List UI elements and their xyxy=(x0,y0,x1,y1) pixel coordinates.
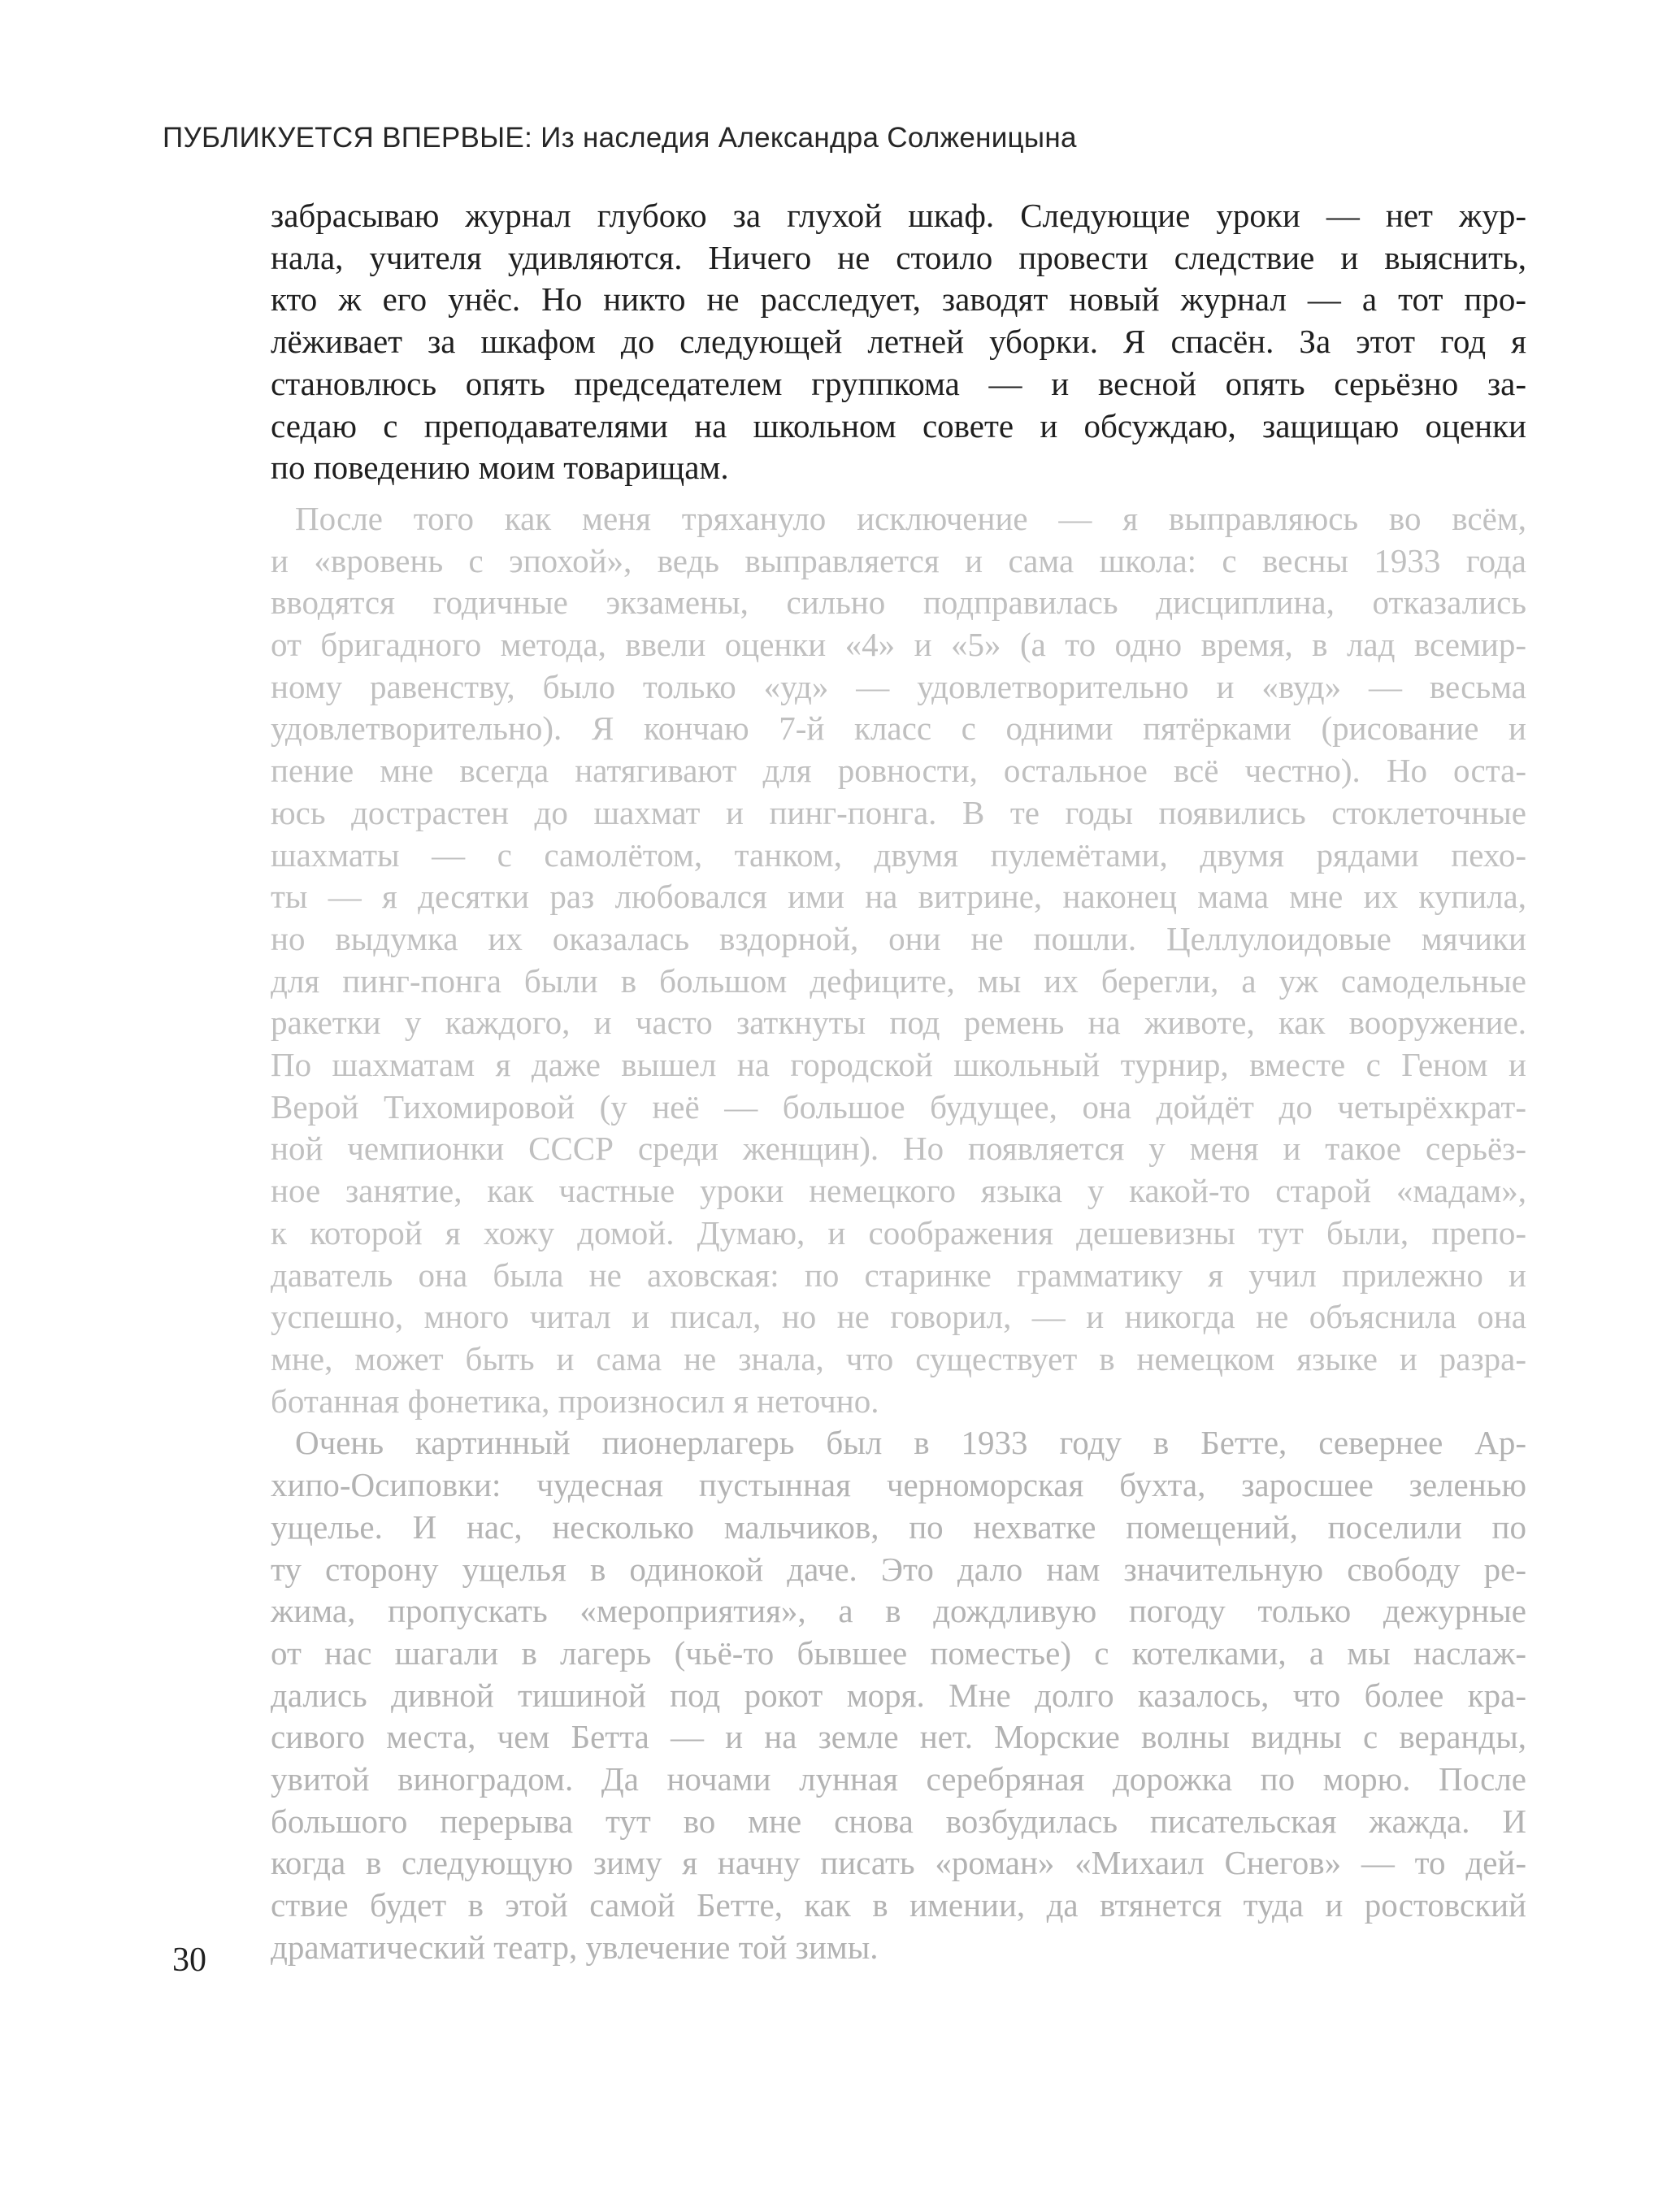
paragraph-1 xyxy=(271,195,1526,489)
text-line: дались дивной тишиной под рокот моря. Мне долго казалось, что более кра- xyxy=(271,1676,1526,1714)
text-line: увитой виноградом. Да ночами лунная серебряная дорожка по морю. После xyxy=(271,1760,1526,1798)
text-line: пение мне всегда натягивают для ровности, остальное всё честно). Но оста- xyxy=(271,752,1526,790)
text-line: от нас шагали в лагерь (чьё-то бывшее поместье) с котелками, а мы наслаж- xyxy=(271,1633,1526,1672)
text-line: от бригадного метода, ввели оценки «4» и «5» (а то одно время, в лад всемир- xyxy=(271,626,1526,664)
text-line: большого перерыва тут во мне снова возбудилась писательская жажда. И xyxy=(271,1802,1526,1840)
page-number: 30 xyxy=(172,1941,206,1979)
text-line: Очень картинный пионерлагерь был в 1933 году в Бетте, севернее Ар- xyxy=(295,1424,1526,1462)
text-line: успешно, много читал и писал, но не говорил, — и никогда не объяснила она xyxy=(271,1298,1526,1336)
text-line: сивого места, чем Бетта — и на земле нет. Морские волны видны с веранды, xyxy=(271,1718,1526,1756)
text-line: Верой Тихомировой (у неё — большое будущее, она дойдёт до четырёхкрат- xyxy=(271,1087,1526,1126)
text-line: жима, пропускать «мероприятия», а в дождливую погоду только дежурные xyxy=(271,1592,1526,1630)
text-line: кто ж его унёс. Но никто не расследует, заводят новый журнал — а тот про- xyxy=(271,280,1526,319)
text-line: ты — я десятки раз любовался ими на витрине, наконец мама мне их купила, xyxy=(271,878,1526,916)
paragraph-2 xyxy=(271,498,1526,1422)
text-line: забрасываю журнал глубоко за глухой шкаф. Следующие уроки — нет жур- xyxy=(271,197,1526,234)
text-line: По шахматам я даже вышел на городской школьный турнир, вместе с Геном и xyxy=(271,1046,1526,1084)
text-line: удовлетворительно). Я кончаю 7-й класс с одними пятёрками (рисование и xyxy=(271,709,1526,748)
text-line: к которой я хожу домой. Думаю, и соображения дешевизны тут были, препо- xyxy=(271,1213,1526,1251)
paragraph-3 xyxy=(271,1422,1526,1968)
text-line: ное занятие, как частные уроки немецкого языка у какой-то старой «мадам», xyxy=(271,1172,1526,1210)
text-line: по поведению моим товарищам. xyxy=(271,449,729,487)
running-header: ПУБЛИКУЕТСЯ ВПЕРВЫЕ: Из наследия Александра Солженицына xyxy=(163,122,1077,154)
text-line: ной чемпионки СССР среди женщин). Но появляется у меня и такое серьёз- xyxy=(271,1130,1526,1168)
text-line: нала, учителя удивляются. Ничего не стоило провести следствие и выяснить, xyxy=(271,238,1526,276)
text-line: ботанная фонетика, произносил я неточно. xyxy=(271,1382,879,1420)
text-line: ному равенству, было только «уд» — удовлетворительно и «вуд» — весьма xyxy=(271,667,1526,705)
text-line: становлюсь опять председателем группкома — и весной опять серьёзно за- xyxy=(271,364,1526,402)
text-line: ущелье. И нас, несколько мальчиков, по нехватке помещений, поселили по xyxy=(271,1507,1526,1546)
text-line: ту сторону ущелья в одинокой даче. Это дало нам значительную свободу ре- xyxy=(271,1550,1526,1588)
text-line: вводятся годичные экзамены, сильно подправилась дисциплина, отказались xyxy=(271,583,1526,622)
text-line: драматический театр, увлечение той зимы. xyxy=(271,1928,879,1966)
text-line: шахматы — с самолётом, танком, двумя пулемётами, двумя рядами пехо- xyxy=(271,835,1526,874)
text-line: юсь дострастен до шахмат и пинг-понга. В те годы появились стоклеточные xyxy=(271,793,1526,831)
text-line: ракетки у каждого, и часто заткнуты под ремень на животе, как вооружение. xyxy=(271,1004,1526,1042)
text-line: для пинг-понга были в большом дефиците, мы их берегли, а уж самодельные xyxy=(271,961,1526,1000)
text-line: седаю с преподавателями на школьном совете и обсуждаю, защищаю оценки xyxy=(271,406,1526,445)
text-line: После того как меня тряхануло исключение — я выправляюсь во всём, xyxy=(295,499,1526,537)
body-text xyxy=(271,195,1526,1969)
text-line: и «вровень с эпохой», ведь выправляется и сама школа: с весны 1933 года xyxy=(271,541,1526,579)
text-line: лёживает за шкафом до следующей летней уборки. Я спасён. За этот год я xyxy=(271,323,1526,361)
text-line: когда в следующую зиму я начну писать «роман» «Михаил Снегов» — то дей- xyxy=(271,1844,1526,1882)
text-line: ствие будет в этой самой Бетте, как в имении, да втянется туда и ростовский xyxy=(271,1886,1526,1924)
text-line: даватель она была не аховская: по старинке грамматику я учил прилежно и xyxy=(271,1256,1526,1294)
text-line: хипо-Осиповки: чудесная пустынная черноморская бухта, заросшее зеленью xyxy=(271,1466,1526,1504)
text-line: мне, может быть и сама не знала, что существует в немецком языке и разра- xyxy=(271,1339,1526,1377)
text-line: но выдумка их оказалась вздорной, они не пошли. Целлулоидовые мячики xyxy=(271,919,1526,957)
